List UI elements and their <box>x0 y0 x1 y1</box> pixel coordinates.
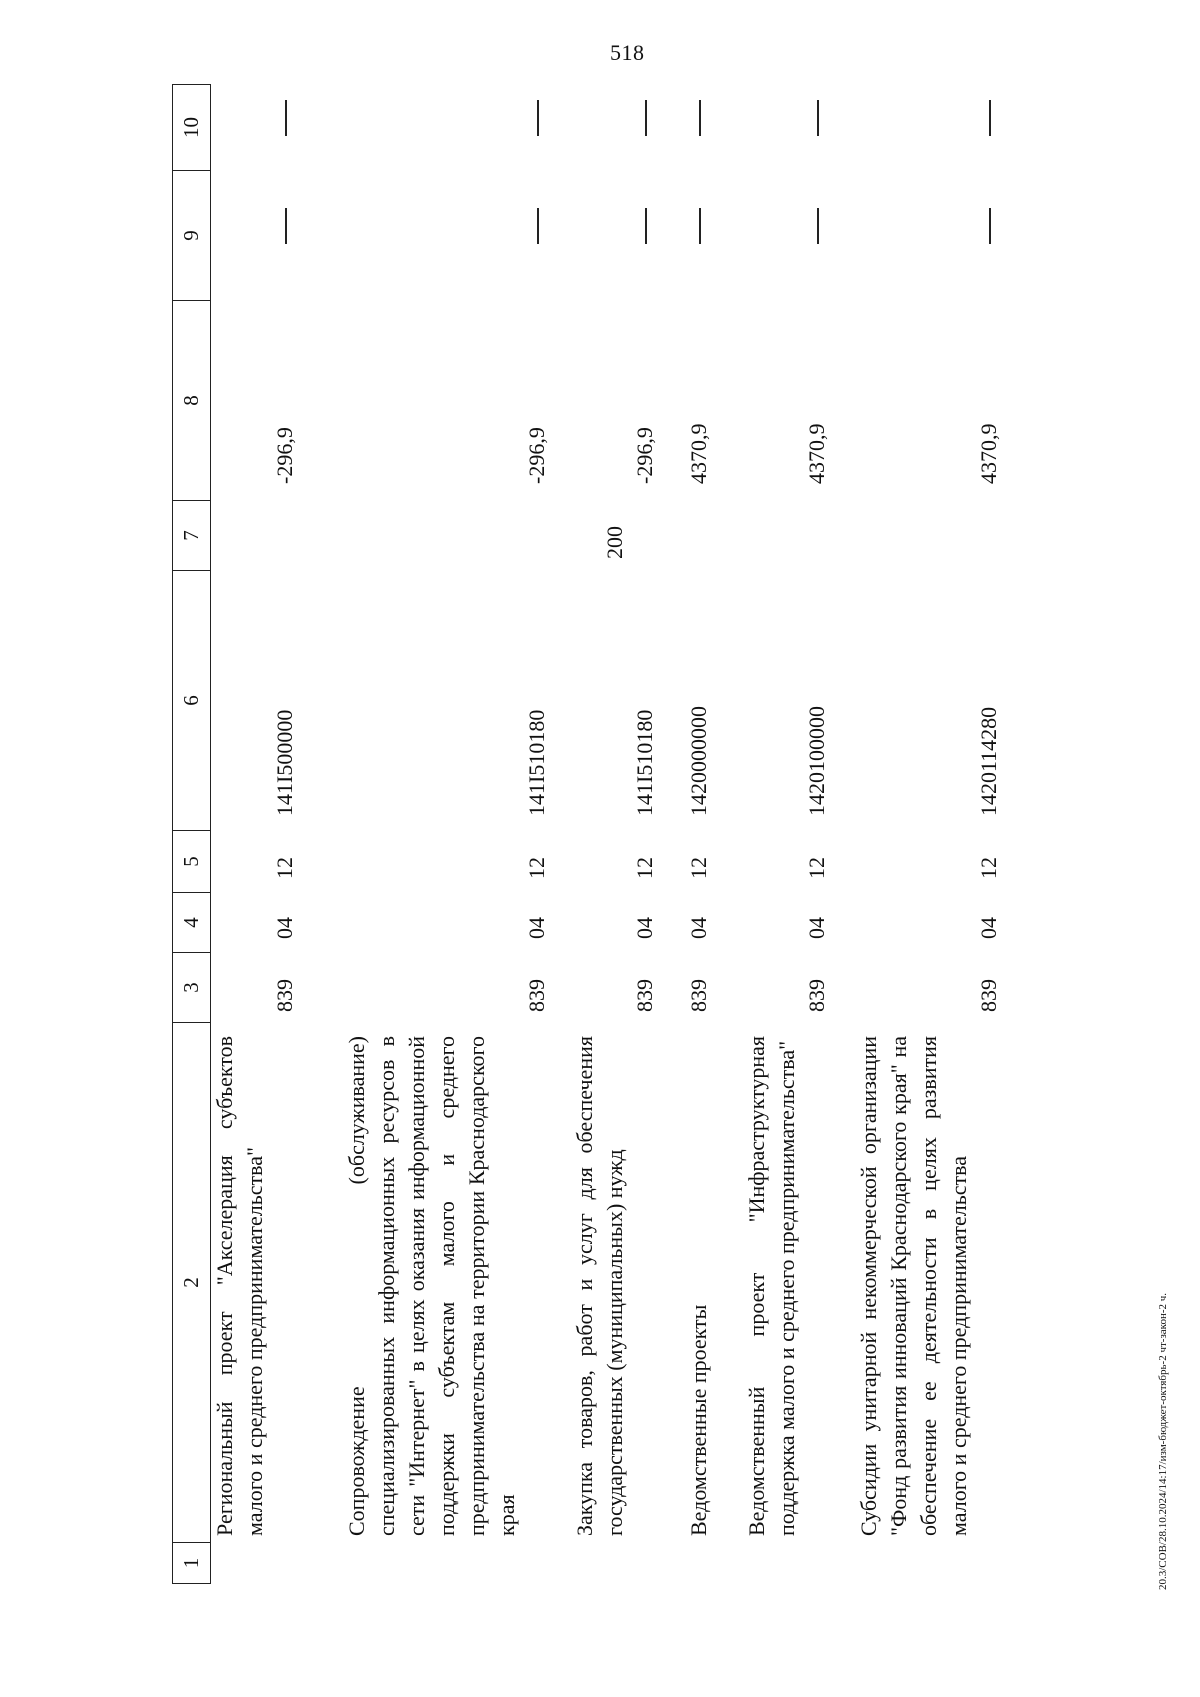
cell-col-4: 04 <box>976 917 1001 939</box>
dash-col-10 <box>537 100 539 136</box>
header-col-8: 8 <box>172 300 210 500</box>
dash-col-9 <box>699 208 701 244</box>
row-description: Региональный проект "Акселерация субъектов малого и среднего предпринимательства" <box>212 1036 267 1536</box>
table-header <box>172 84 211 1584</box>
cell-col-8: -296,9 <box>272 427 297 484</box>
header-col-4: 4 <box>172 892 210 952</box>
cell-col-8: -296,9 <box>524 427 549 484</box>
header-col-1: 1 <box>172 1542 210 1584</box>
dash-col-9 <box>285 208 287 244</box>
cell-col-3: 839 <box>632 979 657 1012</box>
cell-col-6: 1420114280 <box>976 706 1001 816</box>
header-col-7: 7 <box>172 500 210 570</box>
cell-col-6: 141I500000 <box>272 709 297 816</box>
cell-col-5: 12 <box>524 857 549 879</box>
cell-col-4: 04 <box>524 917 549 939</box>
dash-col-9 <box>817 208 819 244</box>
dash-col-10 <box>989 100 991 136</box>
header-col-6: 6 <box>172 570 210 830</box>
cell-col-3: 839 <box>272 979 297 1012</box>
cell-col-3: 839 <box>804 979 829 1012</box>
dash-col-10 <box>285 100 287 136</box>
dash-col-10 <box>645 100 647 136</box>
header-col-3: 3 <box>172 952 210 1022</box>
cell-col-6: 1420000000 <box>686 706 711 816</box>
cell-col-5: 12 <box>632 857 657 879</box>
header-col-2: 2 <box>172 1022 210 1542</box>
row-description: Ведомственные проекты <box>686 1304 711 1536</box>
cell-col-5: 12 <box>686 857 711 879</box>
cell-col-4: 04 <box>804 917 829 939</box>
budget-table <box>172 84 1072 1584</box>
row-description: Закупка товаров, работ и услуг для обеспечения государственных (муниципальных) нужд <box>572 1036 627 1536</box>
cell-col-4: 04 <box>272 917 297 939</box>
cell-col-4: 04 <box>686 917 711 939</box>
cell-col-3: 839 <box>686 979 711 1012</box>
cell-col-5: 12 <box>804 857 829 879</box>
cell-col-6: 141I510180 <box>524 709 549 816</box>
dash-col-9 <box>645 208 647 244</box>
page-number: 518 <box>610 40 645 65</box>
cell-col-5: 12 <box>272 857 297 879</box>
side-note: 20.3/СОВ/28.10.2024/14:17/изм-бюджет-октябрь-2 чт-закон-2 ч. <box>1157 1292 1169 1590</box>
row-description: Сопровождение (обслуживание) специализированных информационных ресурсов в сети "Интернет" в целях оказания информационной поддержки субъектам малого и среднего предпринимательства на территории Краснодарского края <box>344 1036 519 1536</box>
cell-col-8: 4370,9 <box>976 423 1001 484</box>
header-col-9: 9 <box>172 170 210 300</box>
cell-col-5: 12 <box>976 857 1001 879</box>
cell-col-7: 200 <box>602 526 627 559</box>
dash-col-10 <box>699 100 701 136</box>
cell-col-6: 1420100000 <box>804 706 829 816</box>
cell-col-3: 839 <box>976 979 1001 1012</box>
cell-col-8: 4370,9 <box>686 423 711 484</box>
cell-col-6: 141I510180 <box>632 709 657 816</box>
dash-col-10 <box>817 100 819 136</box>
row-description: Ведомственный проект "Инфраструктурная поддержка малого и среднего предпринимательства" <box>744 1036 799 1536</box>
header-col-10: 10 <box>172 84 210 170</box>
cell-col-8: 4370,9 <box>804 423 829 484</box>
row-description: Субсидии унитарной некоммерческой организации "Фонд развития инноваций Краснодарского края" на обеспечение ее деятельности в целях развития малого и среднего предпринимательства <box>856 1036 971 1536</box>
cell-col-4: 04 <box>632 917 657 939</box>
cell-col-8: -296,9 <box>632 427 657 484</box>
dash-col-9 <box>989 208 991 244</box>
dash-col-9 <box>537 208 539 244</box>
cell-col-3: 839 <box>524 979 549 1012</box>
header-col-5: 5 <box>172 830 210 892</box>
